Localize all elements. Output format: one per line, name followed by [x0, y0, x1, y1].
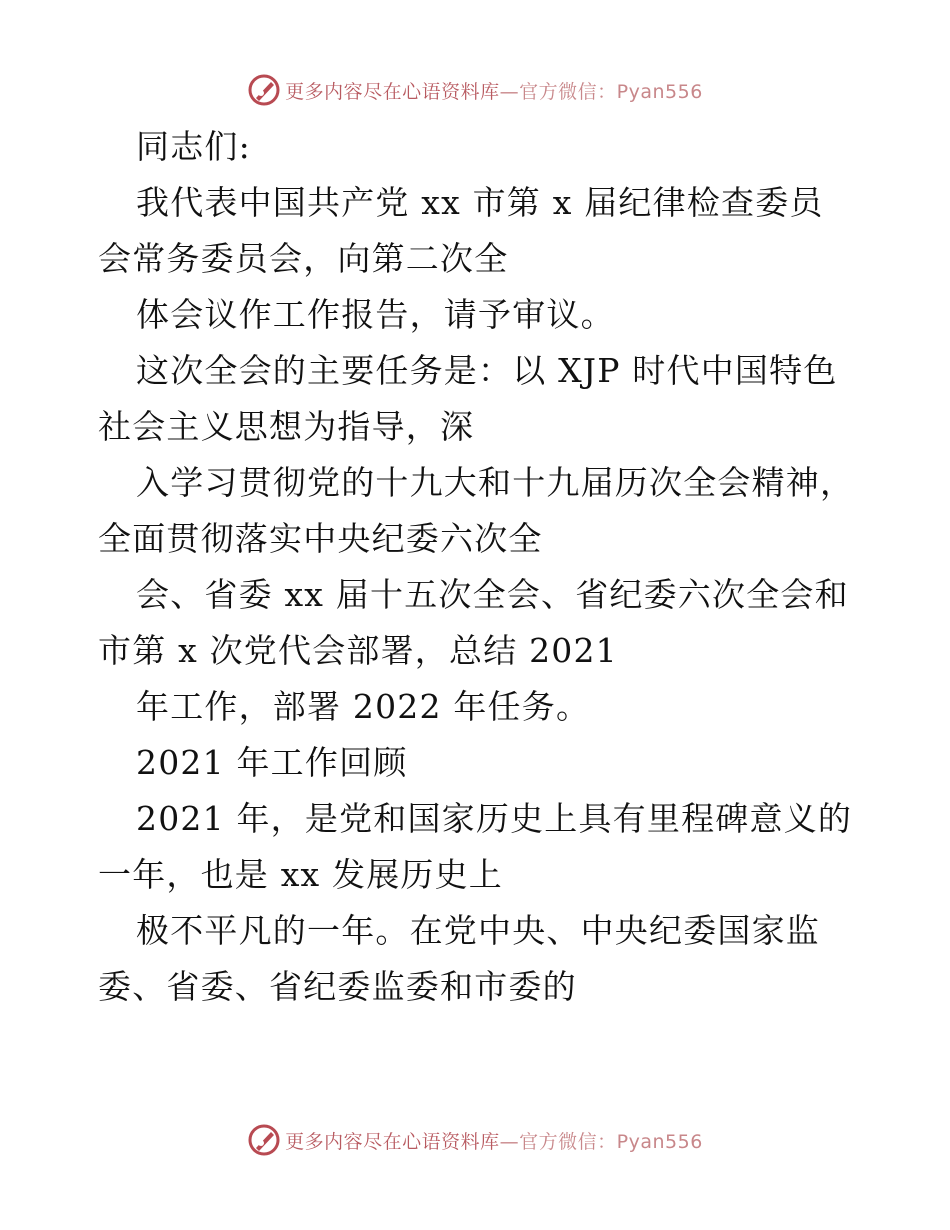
- footer-banner-main: 更多内容尽在心语资料库: [285, 1130, 500, 1153]
- paragraph-line: 会、省委 xx 届十五次全会、省纪委六次全会和: [136, 575, 849, 614]
- footer-banner-tail: 官方微信：Pyan556: [519, 1130, 703, 1153]
- paragraph-line: 我代表中国共产党 xx 市第 x 届纪律检查委员: [136, 183, 824, 222]
- paragraph-line: 市第 x 次党代会部署，总结 2021: [98, 631, 618, 670]
- header-banner-tail: 官方微信：Pyan556: [519, 80, 703, 103]
- paragraph-line: 会常务委员会，向第二次全: [98, 239, 509, 278]
- paragraph-line: 年工作，部署 2022 年任务。: [136, 687, 591, 726]
- pen-logo-icon: [247, 1123, 281, 1157]
- paragraph-line: 委、省委、省纪委监委和市委的: [98, 967, 577, 1006]
- paragraph-line: 社会主义思想为指导，深: [98, 407, 475, 446]
- header-banner: [0, 70, 950, 110]
- paragraph-line: 极不平凡的一年。在党中央、中央纪委国家监: [136, 911, 820, 950]
- header-banner-dash: —: [499, 80, 520, 103]
- section-heading: 2021 年工作回顾: [136, 743, 408, 782]
- paragraph-line: 体会议作工作报告，请予审议。: [136, 295, 615, 334]
- document-body: [98, 124, 858, 1020]
- footer-banner-dash: —: [499, 1130, 520, 1153]
- header-banner-text: [285, 77, 703, 104]
- footer-banner: [0, 1120, 950, 1160]
- paragraph-line: 这次全会的主要任务是：以 XJP 时代中国特色: [136, 351, 838, 390]
- header-banner-main: 更多内容尽在心语资料库: [285, 80, 500, 103]
- pen-logo-icon: [247, 73, 281, 107]
- paragraph-line: 全面贯彻落实中央纪委六次全: [98, 519, 543, 558]
- paragraph-line: 一年，也是 xx 发展历史上: [98, 855, 504, 894]
- footer-banner-text: [285, 1127, 703, 1154]
- paragraph-line: 入学习贯彻党的十九大和十九届历次全会精神，: [136, 463, 855, 502]
- paragraph-line: 同志们:: [136, 127, 251, 166]
- paragraph-line: 2021 年，是党和国家历史上具有里程碑意义的: [136, 799, 853, 838]
